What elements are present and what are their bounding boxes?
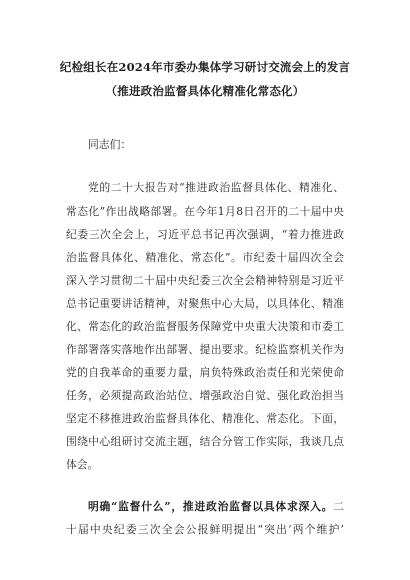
paragraph-line: 围绕中心组研讨交流主题，结合分管工作实际，我谈几点 — [66, 435, 344, 448]
document-title: 纪检组长在2024年市委办集体学习研讨交流会上的发言 — [59, 60, 351, 74]
paragraph-line: 作部署落实落地作出部署、提出要求。纪检监察机关作为 — [66, 343, 344, 356]
paragraph-line: 总书记重要讲话精神，对聚焦中心大局，以具体化、精准 — [66, 297, 344, 310]
paragraph-line: 坚定不移推进政治监督具体化、精准化、常态化。下面， — [66, 412, 344, 425]
salutation: 同志们： — [88, 138, 132, 151]
paragraph-line: 深入学习贯彻二十届中央纪委三次全会精神特别是习近平 — [66, 274, 344, 287]
paragraph-line: 体会。 — [66, 458, 99, 471]
paragraph-line: 常态化”作出战略部署。在今年1月8日召开的二十届中央 — [66, 205, 344, 218]
paragraph-line: 任务，必须提高政治站位、增强政治自觉、强化政治担当 — [66, 389, 344, 402]
paragraph-line: 党的自我革命的重要力量，肩负特殊政治责任和光荣使命 — [66, 366, 344, 379]
paragraph-line: 纪委三次全会上，习近平总书记再次强调，“着力推进政 — [66, 228, 344, 241]
document-subtitle: （推进政治监督具体化精准化常态化） — [105, 84, 305, 98]
paragraph-line: 十届中央纪委三次全会公报鲜明提出“突出‘两个维护’ — [66, 523, 344, 536]
paragraph-line — [88, 499, 344, 514]
paragraph-line: 治监督具体化、精准化、常态化”。市纪委十届四次全会 — [66, 251, 344, 264]
paragraph-line: 化、常态化的政治监督服务保障党中央重大决策和市委工 — [66, 320, 344, 333]
paragraph-text: 二 — [333, 500, 344, 513]
section-heading: 明确“监督什么”，推进政治监督以具体求深入。 — [88, 500, 334, 513]
paragraph-line: 党的二十大报告对“推进政治监督具体化、精准化、 — [88, 181, 344, 194]
